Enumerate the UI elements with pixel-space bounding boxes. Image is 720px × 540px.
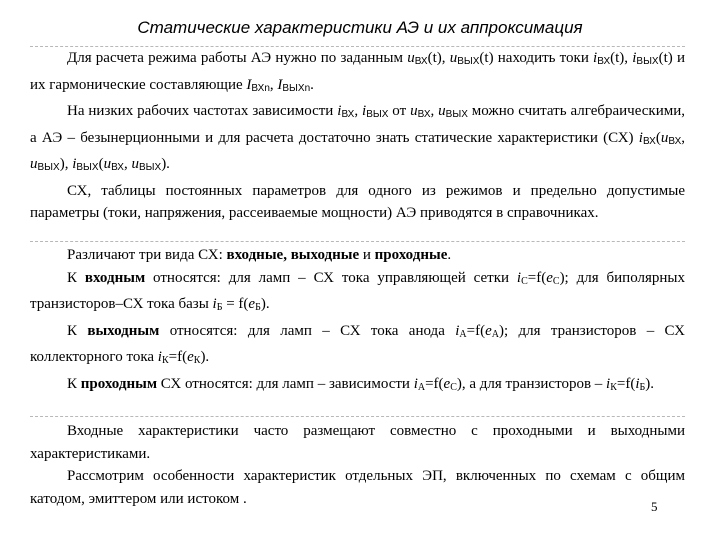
paragraph-placement: Входные характеристики часто размещают совместно с проходными и выходными характеристиками. (30, 423, 685, 462)
paragraph-reference: СХ, таблицы постоянных параметров для одного из режимов и предельно допустимые параметры (токи, напряжения, рассеиваемые мощности) АЭ приводятся в справочниках. (30, 182, 685, 221)
divider-middle (30, 241, 685, 243)
closing-block (30, 420, 685, 510)
page-number: 5 (651, 499, 658, 514)
paragraph-types: Различают три вида СХ: входные, выходные и проходные. (67, 247, 452, 263)
divider-bottom (30, 416, 685, 418)
paragraph-low-freq: На низких рабочих частотах зависимости iВХ, iВЫХ от uВХ, uВЫХ можно считать алгебраическими, а АЭ – безынерционными и для расчета достаточно знать статические характеристики (СХ) iВХ(uВХ, uВЫХ), iВЫХ(uВХ, uВЫХ). (30, 103, 685, 173)
paragraph-transfer: К проходным СХ относятся: для ламп – зависимости $i_А=f(e_С)$, а для транзисторов – $i_К=f(i_Б)$. (67, 375, 655, 393)
intro-block (30, 47, 685, 225)
paragraph-circuits: Рассмотрим особенности характеристик отдельных ЭП, включенных по схемам с общим катодом, эмиттером или истоком . (30, 468, 685, 507)
types-block (30, 244, 685, 399)
slide-title: Статические характеристики АЭ и их аппроксимация (137, 18, 583, 37)
paragraph-output: К выходным относятся: для ламп – СХ тока анода $i_А=f(e_А)$; для транзисторов – СХ коллекторного тока $i_К=f(e_К)$. (30, 322, 686, 366)
paragraph-input: К входным относятся: для ламп – СХ тока управляющей сетки $i_С=f(e_С)$; для биполярных транзисторов–СХ тока базы $i_Б = f(e_Б)$. (30, 269, 685, 313)
paragraph-calc-mode: Для расчета режима работы АЭ нужно по заданным uВХ(t), uВЫХ(t) находить токи iВХ(t), iВЫХ(t) и их гармонические составляющие IВХn, IВЫХn. (30, 50, 685, 94)
